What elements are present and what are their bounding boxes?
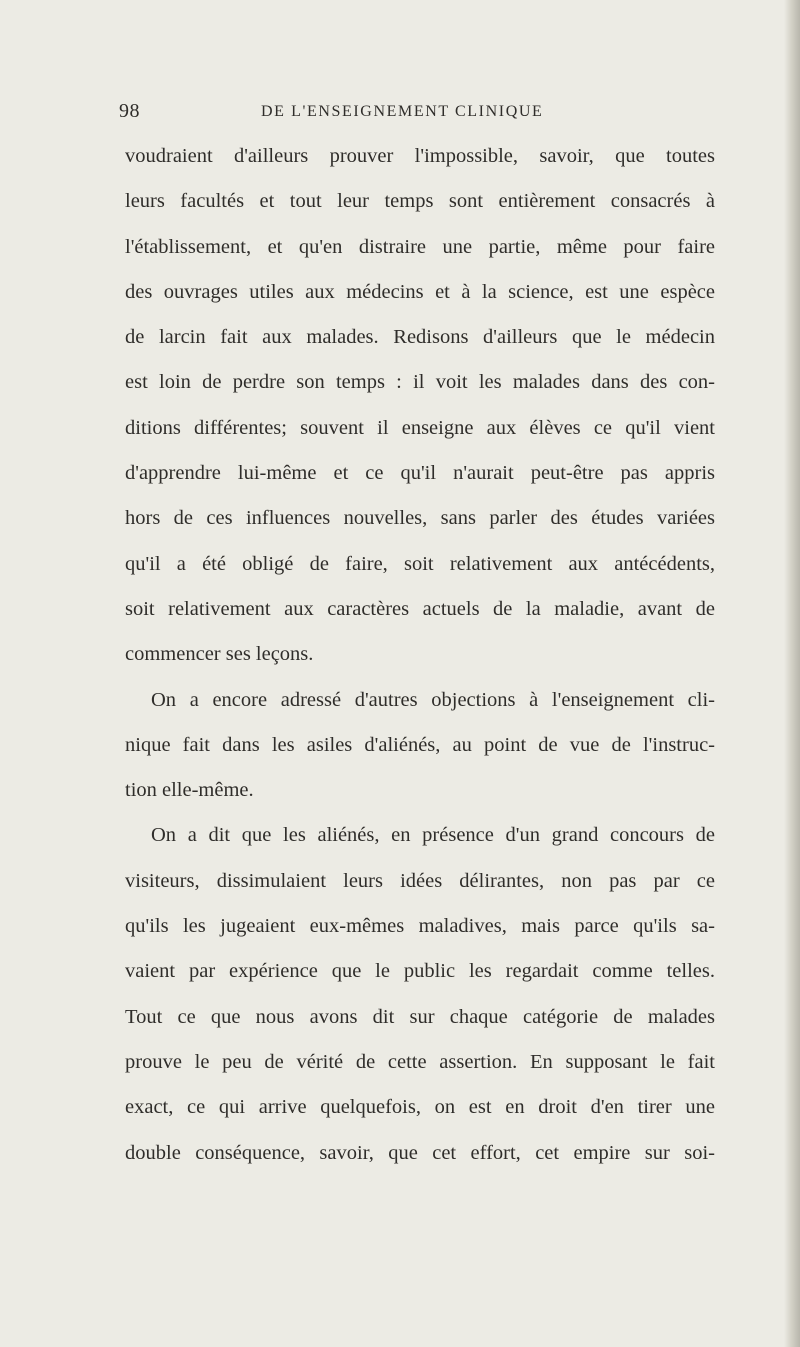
text-line: nique fait dans les asiles d'aliénés, au point de vue de l'instruc- (125, 733, 715, 756)
page-edge-shadow (784, 0, 800, 1347)
text-line: exact, ce qui arrive quelquefois, on est en droit d'en tirer une (125, 1096, 715, 1119)
text-line: l'établissement, et qu'en distraire une partie, même pour faire (125, 235, 715, 258)
text-line: voudraient d'ailleurs prouver l'impossible, savoir, que toutes (125, 145, 715, 167)
text-line: vaient par expérience que le public les regardait comme telles. (125, 960, 715, 983)
text-line: soit relativement aux caractères actuels de la maladie, avant de (125, 597, 715, 620)
text-line: Tout ce que nous avons dit sur chaque catégorie de malades (125, 1005, 715, 1028)
body-text (125, 134, 715, 1176)
paragraph (125, 678, 715, 814)
text-line: qu'il a été obligé de faire, soit relativement aux antécédents, (125, 552, 715, 575)
text-line: qu'ils les jugeaient eux-mêmes maladives, mais parce qu'ils sa- (125, 915, 715, 938)
text-line: On a encore adressé d'autres objections à l'enseignement cli- (151, 688, 715, 711)
text-line: hors de ces influences nouvelles, sans parler des études variées (125, 507, 715, 530)
text-line: de larcin fait aux malades. Redisons d'ailleurs que le médecin (125, 326, 715, 349)
text-line: leurs facultés et tout leur temps sont entièrement consacrés à (125, 190, 715, 213)
text-line: On a dit que les aliénés, en présence d'un grand concours de (151, 824, 715, 847)
text-line: tion elle-même. (125, 779, 254, 802)
text-line: d'apprendre lui-même et ce qu'il n'aurait peut-être pas appris (125, 462, 715, 485)
paragraph (125, 813, 715, 1175)
text-line: des ouvrages utiles aux médecins et à la science, est une espèce (125, 280, 715, 303)
text-line: commencer ses leçons. (125, 643, 314, 666)
text-line: prouve le peu de vérité de cette assertion. En supposant le fait (125, 1050, 715, 1073)
text-line: visiteurs, dissimulaient leurs idées délirantes, non pas par ce (125, 869, 715, 892)
text-line: ditions différentes; souvent il enseigne aux élèves ce qu'il vient (125, 416, 715, 439)
text-line: double conséquence, savoir, que cet effort, cet empire sur soi- (125, 1141, 715, 1164)
page-number: 98 (119, 100, 140, 122)
paragraph (125, 134, 715, 678)
running-title: DE L'ENSEIGNEMENT CLINIQUE (261, 103, 544, 120)
running-head (119, 100, 769, 130)
text-line: est loin de perdre son temps : il voit les malades dans des con- (125, 371, 715, 394)
